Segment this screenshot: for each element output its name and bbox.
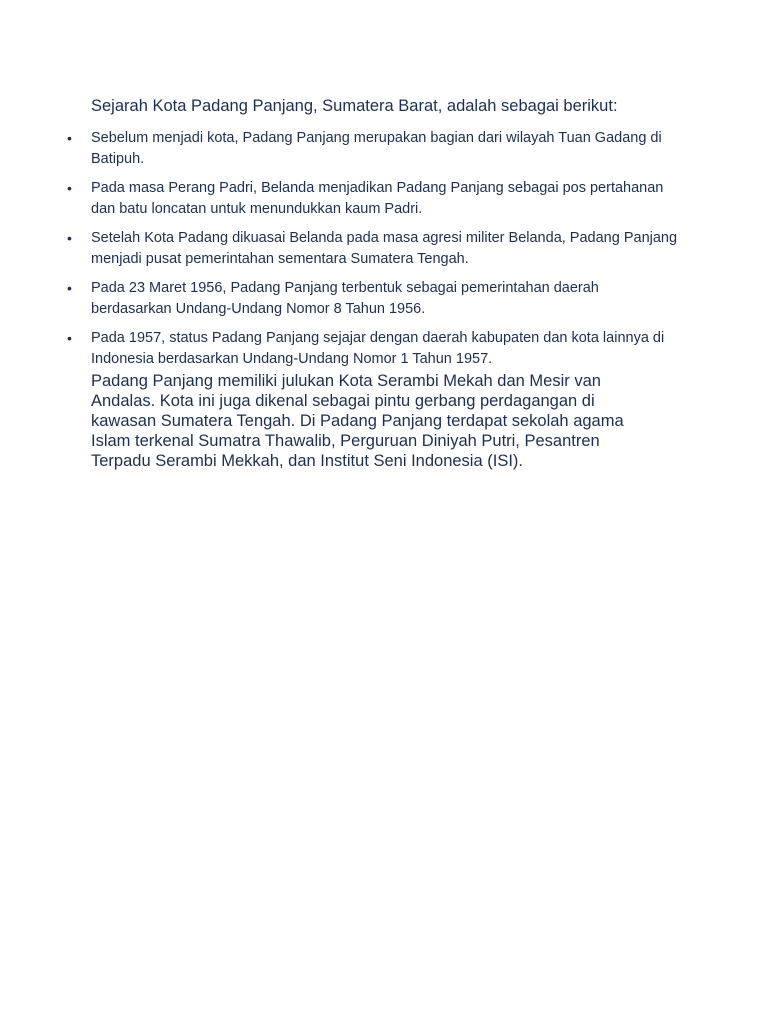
bullet-text: Pada masa Perang Padri, Belanda menjadikan Padang Panjang sebagai pos pertahanan dan batu loncatan untuk menundukkan kaum Padri. <box>91 180 664 217</box>
summary-paragraph: Padang Panjang memiliki julukan Kota Serambi Mekah dan Mesir van Andalas. Kota ini juga dikenal sebagai pintu gerbang perdagangan di kawasan Sumatera Tengah. Di Padang Panjang terdapat sekolah agama Islam terkenal Sumatra Thawalib, Perguruan Diniyah Putri, Pesantren Terpadu Serambi Mekkah, dan Institut Seni Indonesia (ISI). <box>91 372 624 470</box>
bullet-icon: • <box>67 180 72 196</box>
list-item <box>0 328 681 370</box>
list-item <box>0 178 681 220</box>
list-item <box>0 228 681 270</box>
bullet-icon: • <box>67 130 72 146</box>
bullet-text: Pada 23 Maret 1956, Padang Panjang terbentuk sebagai pemerintahan daerah berdasarkan Undang-Undang Nomor 8 Tahun 1956. <box>91 280 599 317</box>
bullet-icon: • <box>67 230 72 246</box>
bullet-text: Sebelum menjadi kota, Padang Panjang merupakan bagian dari wilayah Tuan Gadang di Batipuh. <box>91 130 662 167</box>
list-item <box>0 128 681 170</box>
list-item <box>0 278 681 320</box>
bullet-icon: • <box>67 280 72 296</box>
intro-paragraph: Sejarah Kota Padang Panjang, Sumatera Barat, adalah sebagai berikut: <box>91 97 618 115</box>
bullet-icon: • <box>67 330 72 346</box>
bullet-text: Setelah Kota Padang dikuasai Belanda pada masa agresi militer Belanda, Padang Panjang menjadi pusat pemerintahan sementara Sumatera Tengah. <box>91 230 678 267</box>
bullet-text: Pada 1957, status Padang Panjang sejajar dengan daerah kabupaten dan kota lainnya di Indonesia berdasarkan Undang-Undang Nomor 1 Tahun 1957. <box>91 330 665 367</box>
history-bullet-list <box>0 128 768 378</box>
